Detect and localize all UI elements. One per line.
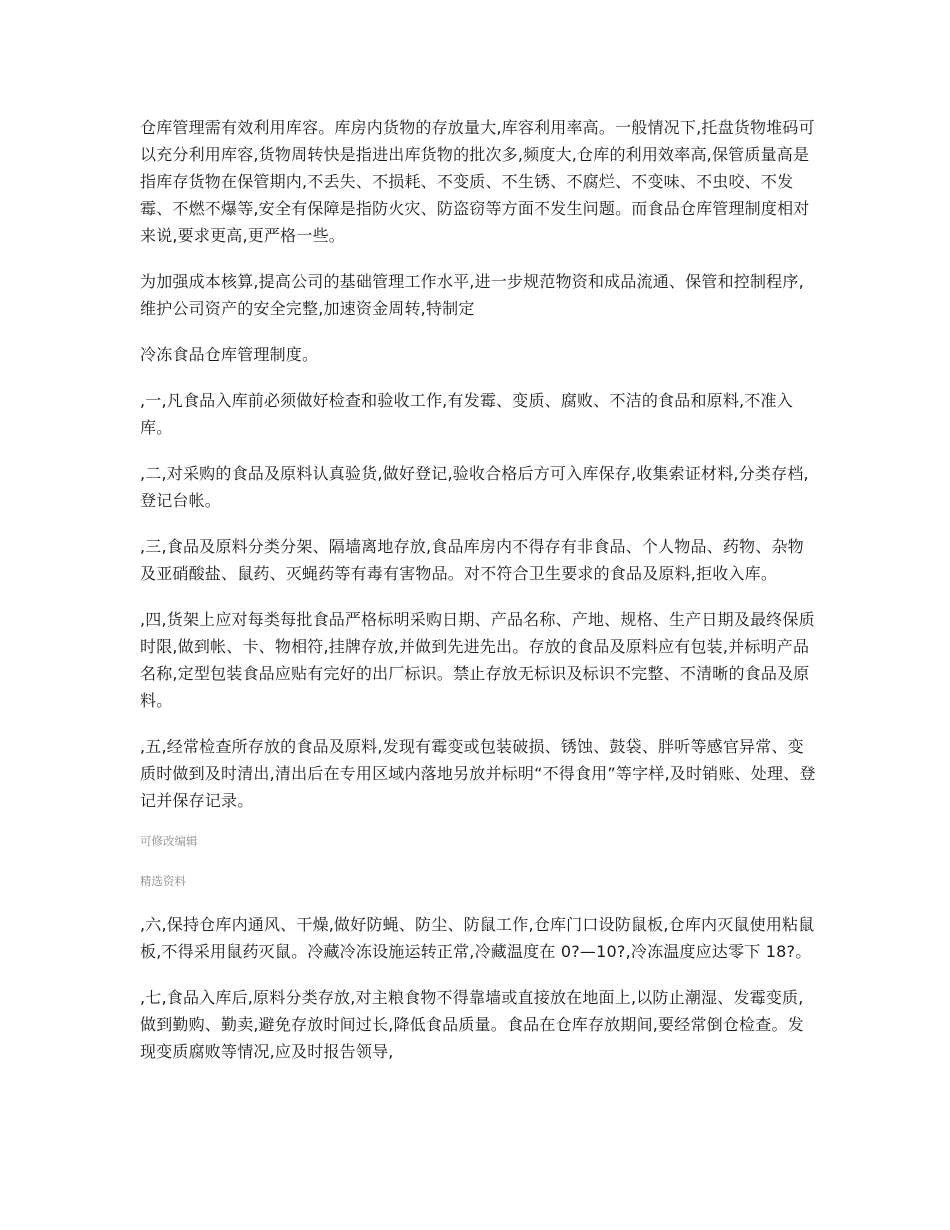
document-page — [140, 114, 816, 1084]
rule-7: ,七,食品入库后,原料分类存放,对主粮食物不得靠墙或直接放在地面上,以防止潮湿、发霉变质,做到勤购、勤卖,避免存放时间过长,降低食品质量。食品在仓库存放期间,要经常倒仓检查。发现变质腐败等情况,应及时报告领导, — [140, 988, 804, 1061]
rule-1: ,一,凡食品入库前必须做好检查和验收工作,有发霉、变质、腐败、不洁的食品和原料,不准入库。 — [140, 391, 793, 437]
paragraph-intro: 仓库管理需有效利用库容。库房内货物的存放量大,库容利用率高。一般情况下,托盘货物堆码可以充分利用库容,货物周转快是指进出库货物的批次多,频度大,仓库的利用效率高,保管质量高是指库存货物在保管期内,不丢失、不损耗、不变质、不生锈、不腐烂、不变味、不虫咬、不发霉、不燃不爆等,安全有保障是指防火灾、防盗窃等方面不发生问题。而食品仓库管理制度相对来说,要求更高,更严格一些。 — [140, 118, 815, 245]
note-editable: 可修改编辑 — [140, 834, 198, 848]
paragraph-purpose: 为加强成本核算,提高公司的基础管理工作水平,进一步规范物资和成品流通、保管和控制程序,维护公司资产的安全完整,加速资金周转,特制定 — [140, 272, 804, 318]
rule-5: ,五,经常检查所存放的食品及原料,发现有霉变或包装破损、锈蚀、鼓袋、胖听等感官异常、变质时做到及时清出,清出后在专用区域内落地另放并标明“不得食用”等字样,及时销账、处理、登记并保存记录。 — [140, 737, 816, 810]
paragraph-title: 冷冻食品仓库管理制度。 — [140, 345, 319, 364]
rule-2: ,二,对采购的食品及原料认真验货,做好登记,验收合格后方可入库保存,收集索证材料,分类存档,登记台帐。 — [140, 464, 809, 510]
rule-6: ,六,保持仓库内通风、干燥,做好防蝇、防尘、防鼠工作,仓库门口设防鼠板,仓库内灭鼠使用粘鼠板,不得采用鼠药灭鼠。冷藏冷冻设施运转正常,冷藏温度在 0?—10?,冷冻温度应达零下 18?。 — [140, 915, 815, 961]
note-selected: 精选资料 — [140, 874, 186, 888]
rule-4: ,四,货架上应对每类每批食品严格标明采购日期、产品名称、产地、规格、生产日期及最终保质时限,做到帐、卡、物相符,挂牌存放,并做到先进先出。存放的食品及原料应有包装,并标明产品名称,定型包装食品应贴有完好的出厂标识。禁止存放无标识及标识不完整、不清晰的食品及原料。 — [140, 610, 815, 710]
rule-3: ,三,食品及原料分类分架、隔墙离地存放,食品库房内不得存有非食品、个人物品、药物、杂物及亚硝酸盐、鼠药、灭蝇药等有毒有害物品。对不符合卫生要求的食品及原料,拒收入库。 — [140, 537, 804, 583]
